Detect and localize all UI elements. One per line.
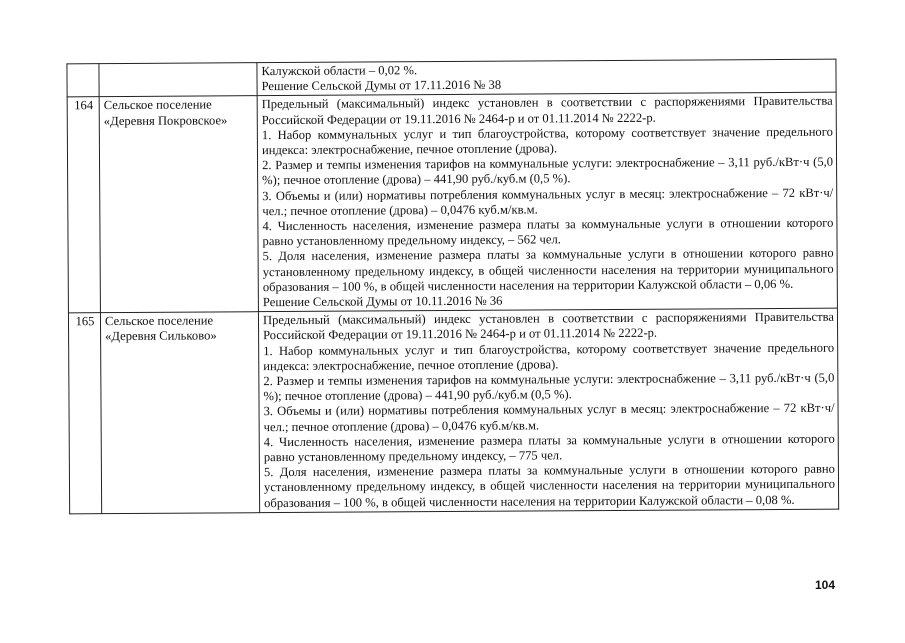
paragraph: 2. Размер и темпы изменения тарифов на коммунальные услуги: электроснабжение – 3,11 руб./кВт·ч (5,0 %); печное отопление (дрова) – 441,90 руб./куб.м (0,5 %). <box>263 370 835 404</box>
row-description <box>257 93 837 312</box>
settlement-name: Сельское поселение «Деревня Покровское» <box>99 96 258 313</box>
row-description <box>257 59 836 96</box>
table-row-continuation <box>67 59 836 97</box>
table-row-165 <box>68 308 838 513</box>
paragraph: 3. Объемы и (или) нормативы потребления коммунальных услуг в месяц: электроснабжение – 72 кВт·ч/чел.; печное отопление (дрова) – 0,0476 куб.м/кв.м. <box>263 401 835 434</box>
paragraph: 5. Доля населения, изменение размера платы за коммунальные услуги в отношении которого равно установленному предельному индексу, в общей численности населения на территории муниципального образования – 100 %, в общей численности населения на территории Калужской области – 0,08 %. <box>263 461 836 510</box>
paragraph: 1. Набор коммунальных услуг и тип благоустройства, которому соответствует значение предельного индекса: электроснабжение, печное отопление (дрова). <box>263 340 835 374</box>
settlement-name: Сельское поселение «Деревня Сильково» <box>100 312 259 514</box>
paragraph: Калужской области – 0,02 %. <box>261 63 418 79</box>
paragraph: 5. Доля населения, изменение размера платы за коммунальные услуги в отношении которого равно установленному предельному индексу, в общей численности населения на территории муниципального образования – 100 %, в общей численности населения на территории Калужской области – 0,06 %. <box>262 246 834 294</box>
row-number: 164 <box>67 97 100 313</box>
paragraph: 3. Объемы и (или) нормативы потребления коммунальных услуг в месяц: электроснабжение – 72 кВт·ч/чел.; печное отопление (дрова) – 0,0476 куб.м/кв.м. <box>262 185 834 218</box>
paragraph: Решение Сельской Думы от 10.11.2016 № 36 <box>262 293 503 310</box>
paragraph: 4. Численность населения, изменение размера платы за коммунальные услуги в отношении которого равно установленному предельному индексу, – 775 чел. <box>263 431 835 465</box>
paragraph: 1. Набор коммунальных услуг и тип благоустройства, которому соответствует значение предельного индекса: электроснабжение, печное отопление (дрова). <box>261 124 833 158</box>
tariff-table <box>66 59 839 515</box>
paragraph: Решение Сельской Думы от 17.11.2016 № 38 <box>261 77 502 94</box>
settlement-name <box>99 63 257 97</box>
row-number: 165 <box>68 313 101 514</box>
paragraph: Предельный (максимальный) индекс установлен в соответствии с распоряжениями Правительства Российской Федерации от 19.11.2016 № 2464-р и от 01.11.2014 № 2222-р. <box>261 94 833 127</box>
table-row-164 <box>67 93 837 314</box>
paragraph: 2. Размер и темпы изменения тарифов на коммунальные услуги: электроснабжение – 3,11 руб./кВт·ч (5,0 %); печное отопление (дрова) – 441,90 руб./куб.м (0,5 %). <box>262 154 834 188</box>
paragraph: 4. Численность населения, изменение размера платы за коммунальные услуги в отношении которого равно установленному предельному индексу, – 562 чел. <box>262 215 834 249</box>
row-description <box>258 308 838 512</box>
paragraph: Предельный (максимальный) индекс установлен в соответствии с распоряжениями Правительства Российской Федерации от 19.11.2016 № 2464-р и от 01.11.2014 № 2222-р. <box>262 309 835 343</box>
row-number <box>67 64 99 98</box>
page-number: 104 <box>814 578 835 592</box>
